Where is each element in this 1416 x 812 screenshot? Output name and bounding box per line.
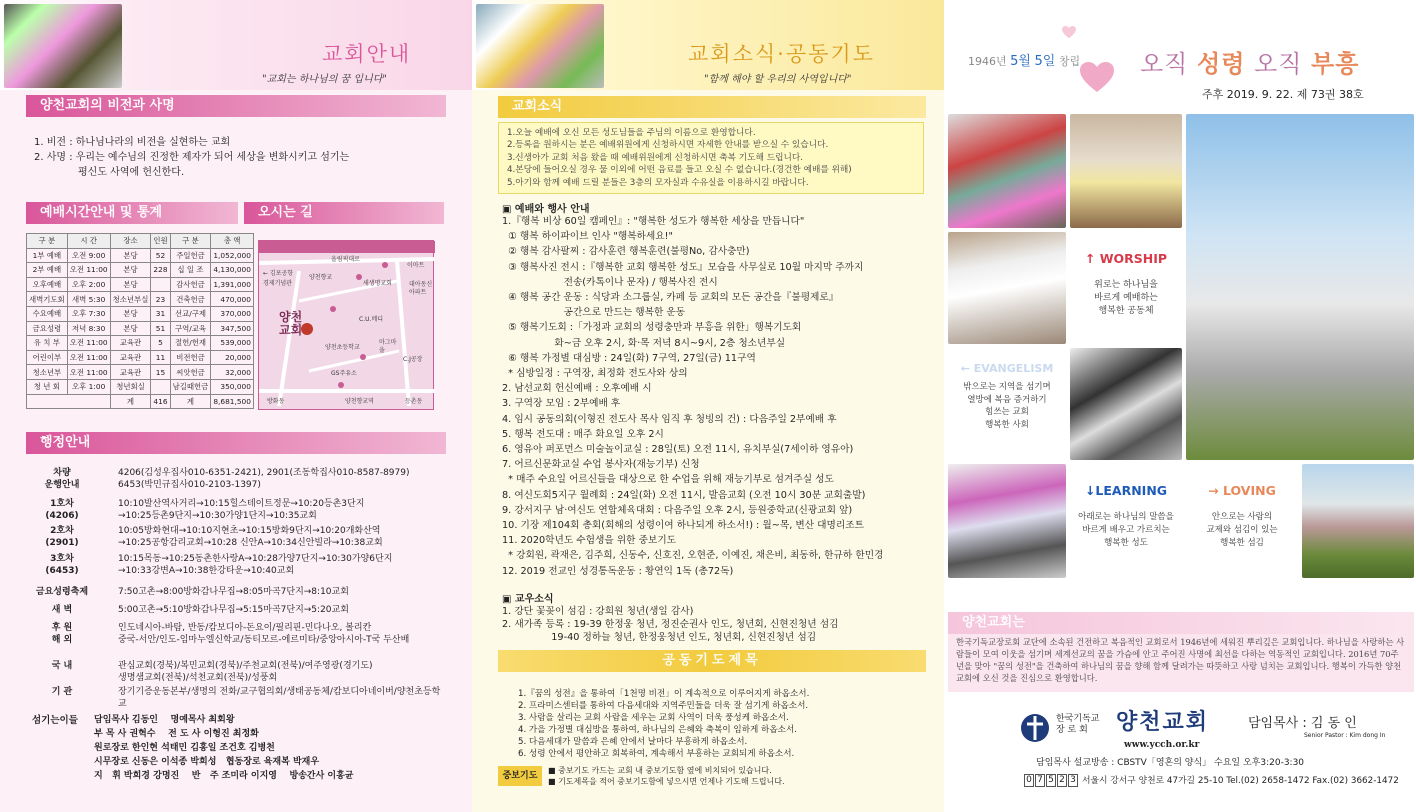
members-heading: ▣ 교우소식 <box>502 594 554 605</box>
prayer-photo <box>1070 348 1182 460</box>
schedule-cell: 구역/교육 <box>170 321 211 336</box>
schedule-cell: 4,130,000 <box>211 263 254 278</box>
prayer-item: 4. 가을 가정별 대심방을 통하여, 하나님의 은혜와 축복이 임하게 하옵소서. <box>518 725 797 736</box>
admin-row <box>20 498 460 526</box>
schedule-row <box>27 306 254 321</box>
schedule-cell: 1부 예배 <box>27 248 68 263</box>
schedule-cell: 본당 <box>110 306 151 321</box>
learning-tile-body: 아래로는 하나님의 말씀을 바르게 배우고 가르치는 행복한 성도 <box>1078 512 1174 548</box>
schedule-cell: 오전 11:00 <box>67 365 110 380</box>
evangelism-tile-body: 밖으로는 지역을 섬기며 열방에 복음 증거하기 힘쓰는 교회 행복한 사회 <box>963 382 1051 430</box>
schedule-cell: 470,000 <box>211 292 254 307</box>
schedule-cell: 370,000 <box>211 306 254 321</box>
map-label: 마그마을 <box>379 339 397 354</box>
schedule-row <box>27 365 254 380</box>
worship-tile-head: ↑ WORSHIP <box>1084 251 1168 266</box>
map-label: 이마트 <box>407 262 425 269</box>
schedule-cell: 청년회실 <box>110 379 151 394</box>
map-label: C.U.메디 <box>359 316 383 323</box>
schedule-cell: 5 <box>151 336 170 351</box>
map-label: C.J공장 <box>403 356 423 363</box>
zip-digit: 2 <box>1057 774 1067 787</box>
schedule-cell: 새벽 5:30 <box>67 292 110 307</box>
zip-digit: 0 <box>1024 774 1034 787</box>
schedule-cell: 교육관 <box>110 365 151 380</box>
schedule-cell: 수요예배 <box>27 306 68 321</box>
staff-line: 시무장로 신동은 이석종 박희성 협동장로 육재복 박재우 <box>94 757 320 767</box>
pastor-name-en: Senior Pastor : Kim dong In <box>1304 732 1386 739</box>
staff-line: 담임목사 김동인 명예목사 최회왕 <box>94 715 235 725</box>
schedule-cell: 51 <box>151 321 170 336</box>
admin-key: 기 관 <box>51 687 73 697</box>
schedule-cell: 금요성령 <box>27 321 68 336</box>
schedule-cell: 건축헌금 <box>170 292 211 307</box>
news-box <box>498 122 924 194</box>
event-item: 2. 남선교회 헌신예배 : 오후예배 시 <box>502 383 652 395</box>
schedule-cell: 539,000 <box>211 336 254 351</box>
admin-key: 차량 운행안내 <box>44 468 80 490</box>
staff-line: 부 목 사 권혁수 전 도 사 이형진 최정화 <box>94 729 259 739</box>
intercession-label: 중보기도 <box>498 766 542 786</box>
schedule-row <box>27 292 254 307</box>
event-item: ⑤ 행복기도회 :「가정과 교회의 성령충만과 부흥을 위한」행복기도회 <box>502 322 802 334</box>
event-item: ④ 행복 공간 운동 : 식당과 소그룹실, 카페 등 교회의 모든 공간을『불평제로』 <box>502 292 839 303</box>
schedule-cell: 1,391,000 <box>211 277 254 292</box>
learning-tile-head: ↓LEARNING <box>1084 483 1168 498</box>
founding-line <box>968 50 1080 69</box>
map-church-label: 양천교회 <box>279 310 303 337</box>
choir-robes-photo <box>948 232 1066 344</box>
schedule-row <box>27 321 254 336</box>
admin-value: 인도네시아-바탐, 반동/캄보디아-돈요이/필리핀-민다나오, 볼리칸 중국-서안/인도-임마누엘신학교/동티모르-에르미타/중앙아시아-T국 두산배 <box>118 623 410 645</box>
schedule-row <box>27 350 254 365</box>
schedule-total-cell: 계 <box>110 394 151 409</box>
schedule-total-cell: 8,681,500 <box>211 394 254 409</box>
schedule-cell: 오전 9:00 <box>67 248 110 263</box>
schedule-total-row <box>27 394 254 409</box>
schedule-cell: 32,000 <box>211 365 254 380</box>
schedule-cell: 오후 1:00 <box>67 379 110 394</box>
page-title: 교회소식·공동기도 <box>688 42 875 66</box>
map-label: GS주유소 <box>331 370 357 377</box>
map-label: 올림픽대로 <box>331 256 360 263</box>
admin-key: 새 벽 <box>51 605 73 615</box>
schedule-cell: 교육관 <box>110 350 151 365</box>
event-item: 공간으로 만드는 행복한 운동 <box>502 307 686 319</box>
vision-line-3: 평신도 사역에 헌신한다. <box>78 167 185 178</box>
loving-tile-head: → LOVING <box>1208 483 1276 498</box>
event-item: 9. 강서지구 남·여신도 연합체육대회 : 다음주일 오후 2시, 등원중학교(신광교회 앞) <box>502 504 853 516</box>
choir-photo <box>948 114 1066 228</box>
slogan-word: 성령 <box>1197 50 1246 78</box>
slogan <box>1140 44 1359 79</box>
loving-tile <box>1186 464 1298 578</box>
schedule-header: 인원 <box>151 234 170 249</box>
church-building-photo <box>1186 114 1414 460</box>
prayer-item: 3. 사람을 살리는 교회 사람을 세우는 교회 사역이 더욱 풍성케 하옵소서. <box>518 713 789 724</box>
page-title: 교회안내 <box>322 42 412 66</box>
schedule-cell: 52 <box>151 248 170 263</box>
event-item: 3. 구역장 모임 : 2부예배 후 <box>502 398 621 410</box>
schedule-cell: 씨앗헌금 <box>170 365 211 380</box>
panel-church-guide <box>0 0 472 812</box>
schedule-cell: 오전 11:00 <box>67 336 110 351</box>
worship-heading: 예배시간안내 및 통계 <box>26 202 238 224</box>
schedule-cell: 20,000 <box>211 350 254 365</box>
admin-row <box>20 467 460 495</box>
schedule-cell: 오후 7:30 <box>67 306 110 321</box>
schedule-cell: 본당 <box>110 248 151 263</box>
group-photo <box>948 464 1066 578</box>
schedule-cell: 청소년부 <box>27 365 68 380</box>
schedule-cell <box>151 277 170 292</box>
worship-schedule-table <box>26 233 254 409</box>
loving-tile-body: 안으로는 사람의 교제와 섬김이 있는 행복한 섬김 <box>1206 512 1278 548</box>
panel1-header <box>0 0 472 90</box>
staff-line: 원로장로 한인현 석태민 김홍일 조건호 김병천 <box>94 743 275 753</box>
event-item: 전송(카톡이나 문자) / 행복사진 전시 <box>502 276 718 288</box>
denomination: 장 로 회 <box>1056 725 1088 735</box>
schedule-cell: 선교/구제 <box>170 306 211 321</box>
staff-label: 섬기는이들 <box>32 715 78 726</box>
event-item: * 심방일정 : 구역장, 최정화 전도사와 상의 <box>502 368 688 379</box>
prayer-heading: 공동기도제목 <box>498 650 926 672</box>
church-name: 양천교회 <box>1116 710 1210 735</box>
admin-key: 2호차 (2901) <box>45 526 79 548</box>
schedule-cell: 23 <box>151 292 170 307</box>
map-label: 새생명교회 <box>363 280 392 287</box>
panel-news-prayer <box>472 0 944 812</box>
schedule-cell: 유 치 부 <box>27 336 68 351</box>
schedule-cell: 어린이부 <box>27 350 68 365</box>
admin-key: 3호차 (6453) <box>45 554 79 576</box>
schedule-cell <box>151 379 170 394</box>
admin-value: 4206(김성우집사010-6351-2421), 2901(조동학집사010-8587-8979) 6453(박민규집사010-2103-1397) <box>118 468 410 490</box>
issue-info: 주후 2019. 9. 22. 제 73권 38호 <box>1202 88 1364 101</box>
slogan-word: 오직 <box>1254 50 1303 78</box>
member-news: 2. 새가족 등록 : 19-39 한정웅 청년, 정진순권사 인도, 청년회, 신현진청년 섬김 <box>502 619 839 630</box>
evangelism-tile-head: ← EVANGELISM <box>960 362 1054 375</box>
schedule-cell: 교육관 <box>110 336 151 351</box>
vision-heading: 양천교회의 비전과 사명 <box>26 95 446 117</box>
schedule-cell: 347,500 <box>211 321 254 336</box>
admin-value: 10:15목동→10:25동촌한사랑A→10:28가양7단지→10:30가양6단지 →10:33강변A→10:38한강타운→10:40교회 <box>118 554 393 576</box>
prayer-list <box>518 688 809 761</box>
schedule-row <box>27 277 254 292</box>
admin-heading: 행정안내 <box>26 432 446 454</box>
event-item: ① 행복 하이파이브 인사 "행복하세요!" <box>502 231 673 243</box>
map-label: 등촌동 <box>405 398 423 405</box>
zip-digit: 3 <box>1068 774 1078 787</box>
event-item: 11. 2020학년도 수험생을 위한 중보기도 <box>502 535 677 547</box>
vision-line-1: 1. 비전 : 하나님나라의 비전을 실현하는 교회 <box>34 137 231 148</box>
founding-month: 5월 <box>1010 54 1031 69</box>
map-label: 경제기념관 <box>263 280 292 287</box>
event-item: ③ 행복사진 전시 :『행복한 교회 행복한 성도』모습을 사무실로 10월 마지막 주까지 <box>502 261 864 273</box>
schedule-row <box>27 248 254 263</box>
page-subtitle: "교회는 하나님의 꿈 입니다" <box>262 74 387 85</box>
event-item: * 매주 수요일 어르신들을 대상으로 한 수업을 위해 재능기부로 섬겨주실 성도 <box>502 474 834 486</box>
event-item: 8. 여신도회5지구 월례회 : 24일(화) 오전 11시, 발음교회 (오전 10시 30분 교회출발) <box>502 489 866 501</box>
schedule-cell: 오전 11:00 <box>67 350 110 365</box>
schedule-cell: 저녁 8:30 <box>67 321 110 336</box>
staff-line: 지 휘 박희경 강명진 반 주 조미라 이지영 방송간사 이홍균 <box>94 771 354 781</box>
evangelism-tile <box>948 348 1066 460</box>
schedule-cell: 오후 2:00 <box>67 277 110 292</box>
schedule-total-cell: 계 <box>170 394 211 409</box>
zip-digit: 5 <box>1046 774 1056 787</box>
worship-tile <box>1070 232 1182 344</box>
prayer-item: 6. 성령 안에서 평안하고 회복하여, 계속해서 부흥하는 교회되게 하옵소서. <box>518 749 795 760</box>
schedule-cell: 본당 <box>110 321 151 336</box>
admin-row <box>20 660 460 688</box>
schedule-cell: 절헌/헌재 <box>170 336 211 351</box>
news-item: 5.아기와 함께 예배 드릴 분들은 3층의 모자실과 수유실을 이용하시길 바랍니다. <box>507 177 809 188</box>
vision-line-2: 2. 사명 : 우리는 예수님의 진정한 제자가 되어 세상을 변화시키고 섬기는 <box>34 152 350 163</box>
event-item: 6. 영유아 퍼포먼스 미술놀이교실 : 28일(토) 오전 11시, 유치부실(7세이하 영유아) <box>502 444 854 455</box>
schedule-cell: 11 <box>151 350 170 365</box>
map-heading: 오시는 길 <box>244 202 444 224</box>
about-text: 한국기독교장로회 교단에 소속된 건전하고 복음적인 교회로서 1946년에 세워진 뿌리깊은 교회입니다. 하나님을 사랑하는 사람들이 모여 이웃을 섬기며 세계선교의 꿈을 가슴에 안고 주어진 사명에 최선을 다하는 역동적인 교회입니다. 2016년 70주년을 맞아 "꿈의 성전"을 건축하여 하나님의 꿈을 향해 함께 달려가는 따뜻하고 사랑 넘치는 교회입니다. 행복이 가득한 양천교회에 오신 것을 진심으로 환영합니다. <box>948 634 1414 692</box>
events-heading: ▣ 예배와 행사 안내 <box>502 204 590 215</box>
event-item: ⑥ 행복 가정별 대심방 : 24일(화) 7구역, 27일(금) 11구역 <box>502 352 756 364</box>
learning-tile <box>1070 464 1182 578</box>
news-item: 1.오늘 예배에 오신 모든 성도님들을 주님의 이름으로 환영합니다. <box>507 128 756 138</box>
prayer-item: 2. 프라미스센터를 통하여 다음세대와 지역주민들을 더욱 잘 섬기게 하옵소서. <box>518 701 809 712</box>
panel2-header <box>472 0 944 90</box>
schedule-cell: 청소년부실 <box>110 292 151 307</box>
heart-icon <box>1080 62 1114 94</box>
admin-row <box>20 686 460 714</box>
admin-value: 관심교회(경북)/복민교회(경북)/주천교회(전북)/여주영광(경기도) 생명샘교회(전북)/석천교회(전북)/성풍회 <box>118 661 373 683</box>
schedule-row <box>27 379 254 394</box>
schedule-cell: 2부 예배 <box>27 263 68 278</box>
schedule-total-cell: 416 <box>151 394 170 409</box>
worship-tile-body: 위로는 하나님을 바르게 예배하는 행복한 공동체 <box>1094 280 1158 316</box>
admin-value: 장기기증운동본부/생명의 전화/교구협의회/생태공동체/캄보디아네이버/양천초등학교 <box>118 687 441 709</box>
small-heart-icon <box>1062 26 1076 39</box>
zip-code <box>1024 774 1078 787</box>
schedule-cell: 새벽기도회 <box>27 292 68 307</box>
news-item: 3.신생아가 교회 처음 왔을 때 예배위원에게 신청하시면 축복 기도해 드립니다. <box>507 152 804 163</box>
schedule-header: 장소 <box>110 234 151 249</box>
schedule-cell: 비전헌금 <box>170 350 211 365</box>
schedule-header: 총 액 <box>211 234 254 249</box>
map-label: ← 김포공항 <box>263 270 294 277</box>
schedule-cell <box>27 394 111 409</box>
schedule-row <box>27 263 254 278</box>
schedule-cell: 228 <box>151 263 170 278</box>
schedule-header: 구 분 <box>170 234 211 249</box>
address: 서울시 강서구 양천로 47가길 25-10 Tel.(02) 2658-1472 Fax.(02) 3662-1472 <box>1082 776 1399 786</box>
schedule-cell: 31 <box>151 306 170 321</box>
website: www.ycch.or.kr <box>1124 740 1200 750</box>
schedule-cell: 15 <box>151 365 170 380</box>
schedule-cell: 본당 <box>110 277 151 292</box>
intercession-note: ■ 기도제목을 적어 중보기도함에 넣으시면 언제나 기도해 드립니다. <box>548 777 785 786</box>
outdoor-photo <box>1302 464 1414 578</box>
schedule-cell: 오후예배 <box>27 277 68 292</box>
founding-day: 5일 <box>1034 54 1056 69</box>
event-item: 12. 2019 전교인 성경통독운동 : 황연익 1독 (총72독) <box>502 565 734 577</box>
slogan-word: 오직 <box>1140 50 1189 78</box>
broadcast-info: 담임목사 설교방송 : CBSTV「영혼의 양식」 수요일 오후3:20-3:30 <box>1036 758 1305 768</box>
admin-row <box>20 553 460 581</box>
schedule-cell: 감사헌금 <box>170 277 211 292</box>
children-photo <box>4 4 122 88</box>
admin-key: 국 내 <box>51 661 73 671</box>
admin-value: 10:10발산역사거리→10:15힐스테이트정문→10:20등촌3단지 →10:25등촌9단지→10:30가양1단지→10:35교회 <box>118 499 365 521</box>
schedule-row <box>27 336 254 351</box>
event-item: 7. 어르신문화교실 수업 봉사자(재능기부) 신청 <box>502 459 700 471</box>
map-label: 방화동 <box>267 398 285 405</box>
member-news: 1. 강단 꽃꽂이 섬김 : 강희원 청년(생일 감사) <box>502 606 694 617</box>
schedule-cell: 본당 <box>110 263 151 278</box>
news-item: 2.등록을 원하시는 분은 예배위원에게 신청하시면 자세한 안내를 받으실 수 있습니다. <box>507 140 829 151</box>
pastor-name: 담임목사 : 김 동 인 <box>1248 716 1357 731</box>
news-item: 4.본당에 들어오실 경우 물 이외에 어떤 음료를 들고 오실 수 없습니다.(경건한 예배를 위해) <box>507 165 852 176</box>
schedule-cell: 청 년 회 <box>27 379 68 394</box>
event-item: ② 행복 감사팔찌 : 감사훈련 행복훈련(불평No, 감사충만) <box>502 246 750 258</box>
schedule-cell: 주일헌금 <box>170 248 211 263</box>
map-label: 양천향교역 <box>345 398 374 405</box>
event-item: 1.『행복 비상 60일 캠페인』: "행복한 성도가 행복한 세상을 만듭니다" <box>502 216 805 227</box>
zip-digit: 7 <box>1035 774 1045 787</box>
map-label: 대아동신아파트 <box>409 281 433 296</box>
intercession-note: ■ 중보기도 카드는 교회 내 중보기도함 옆에 비치되어 있습니다. <box>548 766 772 775</box>
schedule-cell: 350,000 <box>211 379 254 394</box>
schedule-header: 구 분 <box>27 234 68 249</box>
event-item: 화~금 오후 2시, 화·목 저녁 8시~9시, 2층 청소년부실 <box>502 337 786 349</box>
about-heading: 양천교회는 <box>948 612 1414 634</box>
prayer-item: 1.『꿈의 성전』을 통하여「1천명 비전」이 계속적으로 이루어지게 하옵소서. <box>518 689 810 699</box>
denomination: 한국기독교 <box>1056 714 1100 724</box>
balloon-photo <box>476 4 604 88</box>
prayer-item: 5. 다음세대가 말씀과 은혜 안에서 날마다 부흥하게 하옵소서. <box>518 737 748 748</box>
map-label: 양천초등학교 <box>325 344 360 351</box>
schedule-cell: 남길때헌금 <box>170 379 211 394</box>
admin-key: 1호차 (4206) <box>45 499 79 521</box>
admin-value: 7:50고촌→8:00방화감나무집→8:05마곡7단지→8:10교회 <box>118 587 349 597</box>
schedule-cell: 오전 11:00 <box>67 263 110 278</box>
admin-value: 10:05방화현대→10:10지현초→10:15방화9단지→10:20개화산역 →10:25공항감리교회→10:28 신안A→10:34신안빌라→10:38교회 <box>118 526 383 548</box>
event-item: 4. 임시 공동의회(이형진 전도사 목사 임직 후 청빙의 건) : 다음주일 2부예배 후 <box>502 413 837 425</box>
member-news: 19-40 정하늘 청년, 한정웅청년 인도, 청년회, 신현진청년 섬김 <box>502 632 817 643</box>
event-item: 5. 행복 전도대 : 매주 화요일 오후 2시 <box>502 428 664 440</box>
map-label: 양천향교 <box>309 274 333 281</box>
panel-cover <box>944 0 1416 812</box>
sanctuary-photo <box>1070 114 1182 228</box>
admin-value: 5:00고촌→5:10방화감나무집→5:15마곡7단지→5:20교회 <box>118 605 349 615</box>
schedule-cell: 1,052,000 <box>211 248 254 263</box>
event-item: 10. 기장 제104회 총회(회해의 성령이여 하나되게 하소서!) : 월~목, 변산 대명리조트 <box>502 520 864 531</box>
slogan-word: 부흥 <box>1311 50 1360 78</box>
news-heading: 교회소식 <box>498 96 926 118</box>
admin-row <box>20 525 460 553</box>
admin-row <box>20 622 460 650</box>
admin-key: 금요성령축제 <box>35 587 89 597</box>
church-logo-icon <box>1020 710 1050 746</box>
directions-map <box>258 240 434 410</box>
schedule-cell: 십 일 조 <box>170 263 211 278</box>
event-item: * 강회원, 곽재은, 김주희, 신동수, 신호진, 오현준, 이예진, 채은비, 최동하, 한규하 한민경 <box>502 550 884 562</box>
schedule-header: 시 간 <box>67 234 110 249</box>
founding-year: 1946년 <box>968 55 1007 68</box>
admin-key: 후 원 해 외 <box>51 623 73 645</box>
page-subtitle: "함께 해야 할 우리의 사역입니다" <box>704 74 852 85</box>
founding-tail: 창립 <box>1058 55 1081 68</box>
